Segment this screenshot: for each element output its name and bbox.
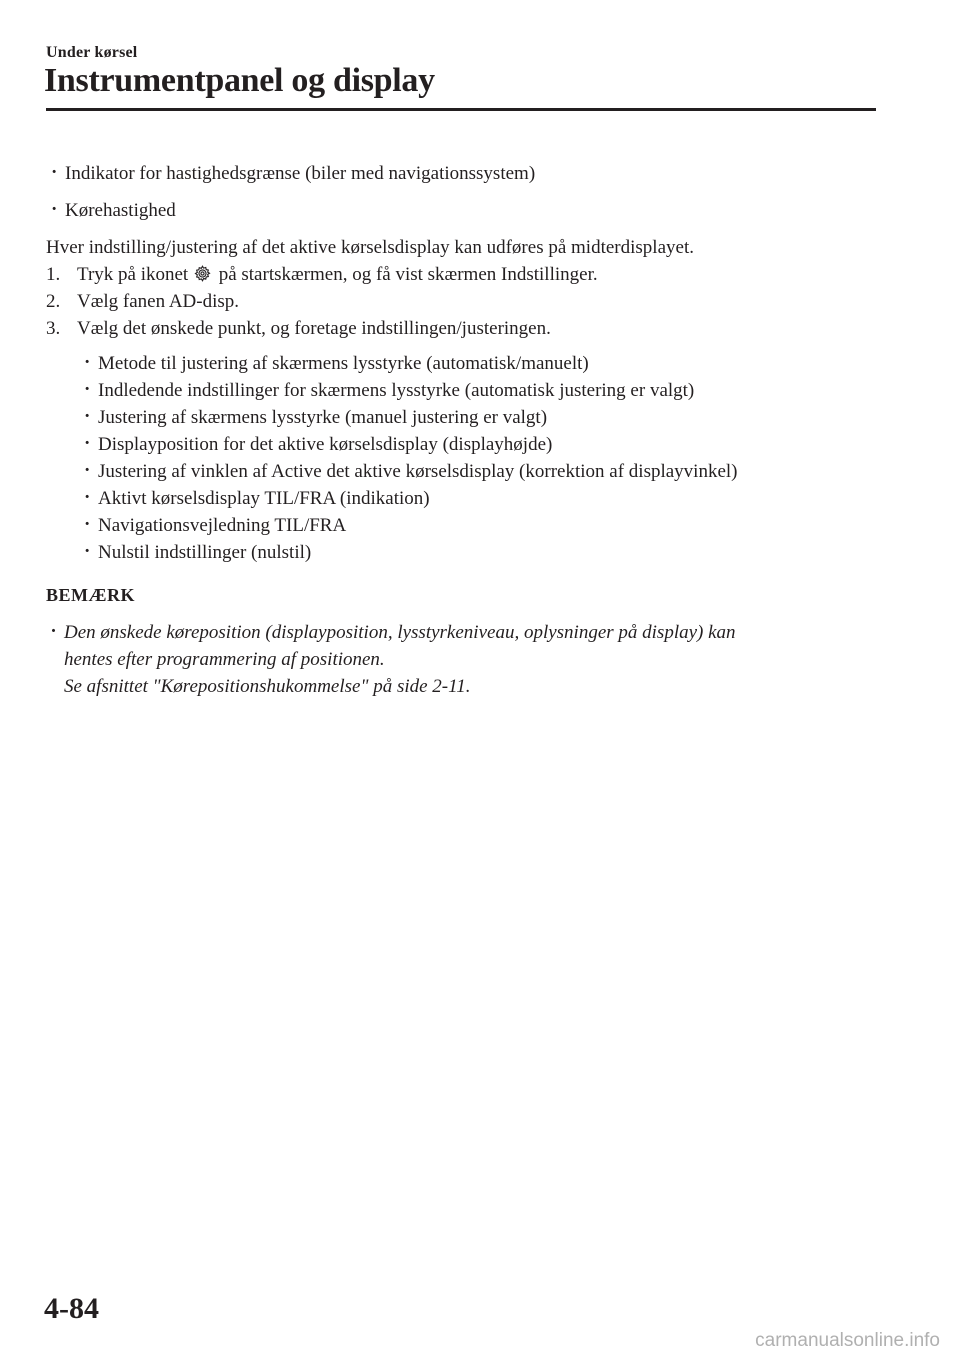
note-item bbox=[46, 619, 876, 700]
page-number: 4-84 bbox=[44, 1292, 99, 1325]
gear-icon bbox=[194, 265, 211, 282]
watermark: carmanualsonline.info bbox=[755, 1330, 940, 1351]
list-item: · Nulstil indstillinger (nulstil) bbox=[79, 539, 876, 566]
step-text: Tryk på ikonet bbox=[77, 264, 189, 285]
section-label: Under kørsel bbox=[46, 44, 138, 61]
step-item bbox=[46, 288, 876, 315]
note-list bbox=[46, 619, 876, 700]
list-item: · Displayposition for det aktive kørselsdisplay (displayhøjde) bbox=[79, 431, 876, 458]
note-line: hentes efter programmering af positionen. bbox=[64, 649, 385, 670]
page-content bbox=[46, 160, 876, 700]
list-item: · Indikator for hastighedsgrænse (biler med navigationssystem) bbox=[46, 160, 876, 187]
step-number: 1. bbox=[46, 264, 61, 285]
list-item: · Indledende indstillinger for skærmens lysstyrke (automatisk justering er valgt) bbox=[79, 377, 876, 404]
list-item: · Justering af vinklen af Active det aktive kørselsdisplay (korrektion af displayvinkel) bbox=[79, 458, 876, 485]
step-item bbox=[46, 261, 876, 288]
steps-list bbox=[46, 261, 876, 342]
step-text: Vælg det ønskede punkt, og foretage indstillingen/justeringen. bbox=[77, 318, 551, 339]
list-item: · Justering af skærmens lysstyrke (manuel justering er valgt) bbox=[79, 404, 876, 431]
step-number: 2. bbox=[46, 291, 61, 312]
body-paragraph: Hver indstilling/justering af det aktive kørselsdisplay kan udføres på midterdisplayet. bbox=[46, 237, 694, 258]
note-line: Se afsnittet "Kørepositionshukommelse" på side 2-11. bbox=[64, 676, 471, 697]
list-item: · Kørehastighed bbox=[46, 197, 876, 224]
list-item: · Navigationsvejledning TIL/FRA bbox=[79, 512, 876, 539]
intro-bullet-list bbox=[46, 160, 876, 224]
note-heading: BEMÆRK bbox=[46, 585, 136, 605]
step-text: på startskærmen, og få vist skærmen Indstillinger. bbox=[218, 264, 598, 285]
step-item bbox=[46, 315, 876, 342]
title-divider bbox=[46, 108, 876, 111]
settings-bullet-list bbox=[79, 350, 876, 566]
note-line: · Den ønskede køreposition (displayposition, lysstyrkeniveau, oplysninger på display) kan bbox=[64, 622, 736, 643]
page-title: Instrumentpanel og display bbox=[44, 62, 435, 99]
step-number: 3. bbox=[46, 318, 61, 339]
list-item: · Metode til justering af skærmens lysstyrke (automatisk/manuelt) bbox=[79, 350, 876, 377]
list-item: · Aktivt kørselsdisplay TIL/FRA (indikation) bbox=[79, 485, 876, 512]
step-text: Vælg fanen AD-disp. bbox=[77, 291, 240, 312]
